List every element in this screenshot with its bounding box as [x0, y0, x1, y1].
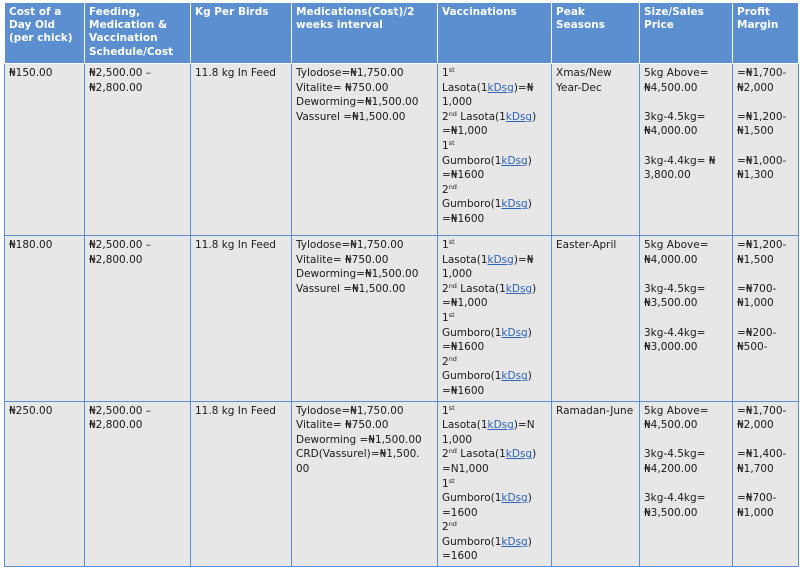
medication-item: Vassurel =₦1,500.00 [296, 110, 406, 123]
medication-item: Tylodose=₦1,750.00 [296, 67, 404, 79]
feeding-cell: ₦2,500.00 – ₦2,800.00 [85, 236, 191, 402]
vaccination-ordinal: 2nd [442, 520, 457, 534]
size-price-cell [640, 236, 733, 402]
season-cell: Easter-April [552, 236, 640, 402]
vaccination-text: Lasota(1kDsg)=₦ 1,000 [442, 81, 537, 109]
size-price-item: 5kg Above= ₦4,500.00 [644, 404, 712, 432]
header-feeding: Feeding, Medication & Vaccination Schedule/Cost [85, 3, 191, 64]
size-price-item: 5kg Above= ₦4,000.00 [644, 239, 712, 266]
vaccination-text: Lasota(1kDsg)=N 1,000 [442, 419, 538, 446]
vaccination-ordinal: 1st [442, 66, 455, 79]
table-row [5, 401, 799, 567]
table-row [5, 64, 799, 236]
vaccination-item [442, 282, 547, 311]
vaccination-text: Lasota(1kDsg) =N1,000 [442, 448, 540, 475]
poultry-cost-table [4, 2, 799, 567]
header-profit-margin: Profit Margin [733, 3, 799, 64]
medications-cell [292, 236, 438, 402]
size-price-item: 3kg-4.5kg= ₦4,200.00 [644, 448, 709, 475]
vaccination-ordinal: 1st [442, 138, 455, 152]
vaccination-text: Gumboro(1kDsg) =1600 [442, 535, 536, 563]
profit-margin-cell [733, 401, 799, 567]
size-price-item: 3kg-4.4kg= ₦3,500.00 [644, 492, 709, 519]
vaccination-ordinal: 1st [442, 403, 455, 417]
medications-cell [292, 64, 438, 236]
feeding-cell: ₦2,500.00 – ₦2,800.00 [85, 64, 191, 236]
vaccination-item [442, 520, 547, 564]
vaccination-ordinal: 1st [442, 476, 455, 490]
vaccination-item [442, 238, 547, 282]
vaccination-text: Gumboro(1kDsg) =1600 [442, 492, 536, 519]
medication-item: Deworming =₦1,500.00 [296, 433, 422, 446]
cost-cell: ₦150.00 [5, 64, 85, 236]
vaccination-text: Gumboro(1kDsg) =₦1600 [442, 198, 536, 225]
medications-cell [292, 401, 438, 567]
header-medications: Medications(Cost)/2 weeks interval [292, 3, 438, 64]
profit-margin-item: =₦700- ₦1,000 [737, 282, 780, 310]
vaccination-item [442, 355, 547, 399]
vaccination-text: Gumboro(1kDsg) =₦1600 [442, 326, 536, 354]
vaccination-item [442, 183, 547, 227]
profit-margin-item: =₦1,400- ₦1,700 [737, 448, 790, 475]
profit-margin-item: =₦200- ₦500- [737, 326, 780, 354]
vaccination-text: Lasota(1kDsg) =₦1,000 [442, 110, 540, 138]
kg-cell: 11.8 kg In Feed [191, 401, 292, 567]
vaccination-item [442, 447, 547, 476]
vaccination-ordinal: 1st [442, 238, 455, 251]
kg-cell: 11.8 kg In Feed [191, 64, 292, 236]
size-price-item: 3kg-4.4kg= ₦3,000.00 [644, 326, 709, 354]
cost-cell: ₦250.00 [5, 401, 85, 567]
vaccination-ordinal: 2nd [442, 109, 457, 123]
header-row [5, 3, 799, 64]
profit-margin-item: =₦700- ₦1,000 [737, 492, 780, 519]
size-price-item: 3kg-4.4kg= ₦ 3,800.00 [644, 154, 719, 182]
profit-margin-item: =₦1,200- ₦1,500 [737, 239, 790, 266]
size-price-cell [640, 401, 733, 567]
profit-margin-item: =₦1,700- ₦2,000 [737, 404, 790, 432]
vaccination-ordinal: 2nd [442, 182, 457, 196]
header-peak-seasons: Peak Seasons [552, 3, 640, 64]
vaccination-ordinal: 2nd [442, 281, 457, 295]
vaccinations-cell [438, 236, 552, 402]
vaccination-text: Gumboro(1kDsg) =₦1600 [442, 154, 536, 182]
profit-margin-item: =₦1,200- ₦1,500 [737, 110, 790, 138]
size-price-item: 3kg-4.5kg= ₦4,000.00 [644, 110, 709, 138]
season-cell: Xmas/New Year-Dec [552, 64, 640, 236]
vaccination-text: Lasota(1kDsg)=₦ 1,000 [442, 253, 537, 281]
vaccination-item [442, 139, 547, 183]
profit-margin-cell [733, 64, 799, 236]
medication-item: Tylodose=₦1,750.00 [296, 239, 404, 251]
cost-cell: ₦180.00 [5, 236, 85, 402]
vaccination-item [442, 477, 547, 521]
medication-item: CRD(Vassurel)=₦1,500. 00 [296, 448, 423, 475]
vaccination-ordinal: 2nd [442, 447, 457, 461]
vaccination-ordinal: 1st [442, 310, 455, 324]
vaccination-item [442, 66, 547, 110]
medication-item: Deworming=₦1,500.00 [296, 268, 419, 281]
vaccination-item [442, 110, 547, 139]
vaccination-item [442, 311, 547, 355]
profit-margin-cell [733, 236, 799, 402]
medication-item: Tylodose=₦1,750.00 [296, 404, 404, 417]
header-kg: Kg Per Birds [191, 3, 292, 64]
vaccination-ordinal: 2nd [442, 354, 457, 368]
size-price-item: 3kg-4.5kg= ₦3,500.00 [644, 282, 709, 310]
header-vaccinations: Vaccinations [438, 3, 552, 64]
header-cost: Cost of a Day Old (per chick) [5, 3, 85, 64]
medication-item: Deworming=₦1,500.00 [296, 96, 419, 109]
header-size-price: Size/Sales Price [640, 3, 733, 64]
profit-margin-item: =₦1,700- ₦2,000 [737, 67, 790, 94]
table-row [5, 236, 799, 402]
size-price-item: 5kg Above= ₦4,500.00 [644, 67, 712, 94]
vaccination-text: Lasota(1kDsg) =₦1,000 [442, 282, 540, 310]
medication-item: Vitalite= ₦750.00 [296, 253, 389, 266]
medication-item: Vassurel =₦1,500.00 [296, 282, 406, 295]
medication-item: Vitalite= ₦750.00 [296, 419, 389, 432]
size-price-cell [640, 64, 733, 236]
feeding-cell: ₦2,500.00 – ₦2,800.00 [85, 401, 191, 567]
vaccinations-cell [438, 64, 552, 236]
profit-margin-item: =₦1,000- ₦1,300 [737, 154, 790, 182]
kg-cell: 11.8 kg In Feed [191, 236, 292, 402]
vaccination-text: Gumboro(1kDsg) =₦1600 [442, 370, 536, 397]
medication-item: Vitalite= ₦750.00 [296, 81, 389, 94]
vaccination-item [442, 404, 547, 448]
vaccinations-cell [438, 401, 552, 567]
season-cell: Ramadan-June [552, 401, 640, 567]
